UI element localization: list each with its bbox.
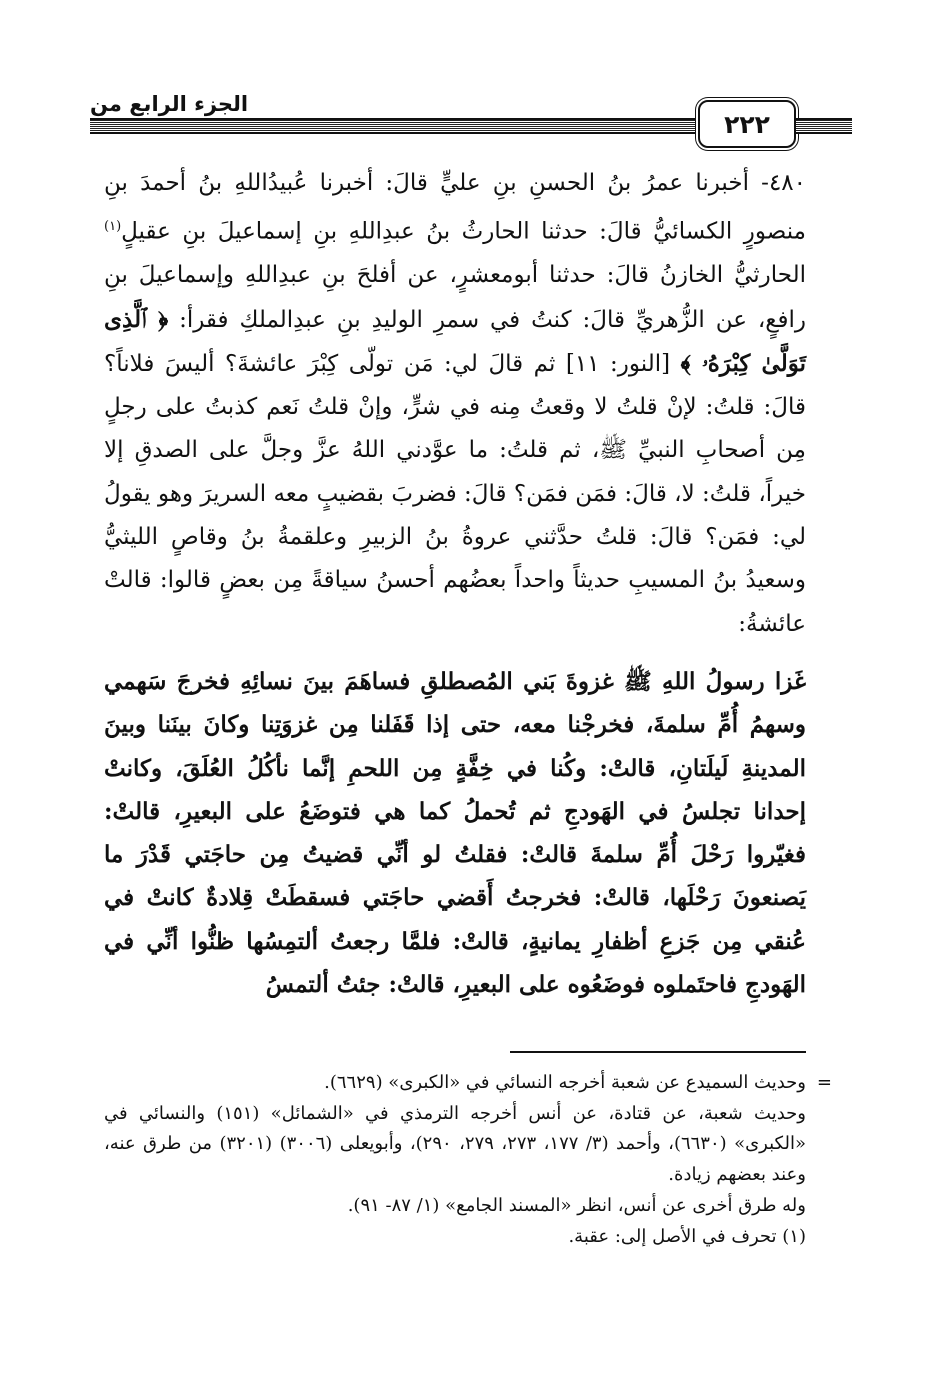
quran-quote: ﴿ ٱلَّذِى تَوَلَّىٰ كِبْرَهُۥ ﴾ — [104, 305, 807, 377]
page-header — [90, 92, 852, 148]
paragraph-isnad-mid: الحارثيُّ الخازنُ قالَ: حدثنا أبومعشرٍ، عن أفلحَ بنِ عبدِاللهِ وإسماعيلَ بنِ رافعٍ، عن الزُّهريِّ قالَ: كنتُ في سمرِ الوليدِ بنِ عبدِالملكِ فقرأ: — [104, 262, 806, 333]
header-rule-right — [796, 118, 852, 134]
footnote-line-3: وله طرق أخرى عن أنس، انظر «المسند الجامع» (١/ ٨٧- ٩١). — [347, 1194, 806, 1216]
main-text — [104, 162, 806, 1006]
paragraph-isnad — [104, 162, 806, 646]
page-number: ٢٢٢ — [698, 100, 796, 148]
footnote-line-1: وحديث السميدع عن شعبة أخرجه النسائي في «الكبرى» (٦٦٢٩). — [324, 1072, 806, 1093]
footnote-continuation — [104, 1068, 832, 1099]
paragraph-isnad-rest: [النور: ١١] ثم قالَ لي: مَن تولّى كِبْرَ عائشةَ؟ أليسَ فلاناً؟ قالَ: قلتُ: لإنْ قلتُ لا وقعتُ مِنه في شرٍّ، وإنْ قلتُ نَعم كذبتُ على رجلٍ مِن أصحابِ النبيِّ ﷺ، ثم قلتُ: ما عوَّدني اللهُ عزَّ وجلَّ على الصدقِ إلا خيراً، قلتُ: لا، قالَ: فمَن فمَن؟ قالَ: فضربَ بقضيبٍ معه السريرَ وهو يقولُ لي: فمَن؟ قالَ: قلتُ حدَّثني عروةُ بنُ الزبيرِ وعلقمةُ بنُ وقاصٍ الليثيُّ وسعيدُ بنُ المسيبِ حديثاً واحداً بعضُهم أحسنُ سياقةً مِن بعضٍ قالوا: قالتْ عائشةُ: — [104, 350, 806, 637]
footnote-line-2: وحديث شعبة، عن قتادة، عن أنس أخرجه الترمذي في «الشمائل» (١٥١) والنسائي في «الكبرى» (٦٦٣٠)، وأحمد (٣/ ١٧٧، ٢٧٣، ٢٧٩، ٢٩٠)، وأبويعلى (٣٠٠٦) (٣٢٠١) من طرق عنه، وعند بعضهم زيادة. — [104, 1102, 806, 1186]
paragraph-hadith: غَزا رسولُ اللهِ ﷺ غزوةَ بَني المُصطلقِ فساهَمَ بينَ نسائِهِ فخرجَ سَهمي وسهمُ أُمِّ سلمةَ، فخرجْنا معه، حتى إذا قَفَلنا مِن غزوَتِنا وكانَ بينَنا وبينَ المدينةِ لَيلَتانِ، قالتْ: وكُنا في خِفَّةٍ مِن اللحمِ إنَّما نأكُلُ العُلَقَ، وكانتْ إحدانا تجلسُ في الهَودجِ ثم تُحملُ كما هي فتوضَعُ على البعيرِ، قالتْ: فغيّروا رَحْلَ أُمِّ سلمةَ قالتْ: فقلتُ لو أنِّي قضيتُ مِن حاجَتي قَدْرَ ما يَصنعونَ رَحْلَها، قالتْ: فخرجتُ أَقضي حاجَتي فسقطَتْ قِلادةٌ كانتْ في عُنقي مِن جَزعِ أظفارِ يمانيةٍ، قالتْ: فلمَّا رجعتُ ألتمِسُها ظنُّوا أنِّي في الهَودجِ فاحتَملوه فوضَعُوه على البعيرِ، قالتْ: جئتُ ألتمسُ — [104, 667, 806, 998]
continuation-marker: = — [816, 1072, 832, 1093]
footnote-ref-1: (١) — [104, 219, 122, 235]
footnote-separator — [510, 1051, 806, 1053]
running-title: الجزء الرابع من — [90, 92, 249, 116]
paragraph-isnad-start: ٤٨٠- أخبرنا عمرُ بنُ الحسنِ بنِ عليٍّ قالَ: أخبرنا عُبيدُاللهِ بنُ أحمدَ بنِ منصورٍ الكسائيُّ قالَ: حدثنا الحارثُ بنُ عبدِاللهِ بنِ إسماعيلَ بنِ عقيلٍ — [104, 170, 806, 245]
header-rule-left — [90, 118, 698, 134]
footnote-1: (١) تحرف في الأصل إلى: عقبة. — [568, 1225, 806, 1247]
footnotes — [104, 1068, 832, 1252]
